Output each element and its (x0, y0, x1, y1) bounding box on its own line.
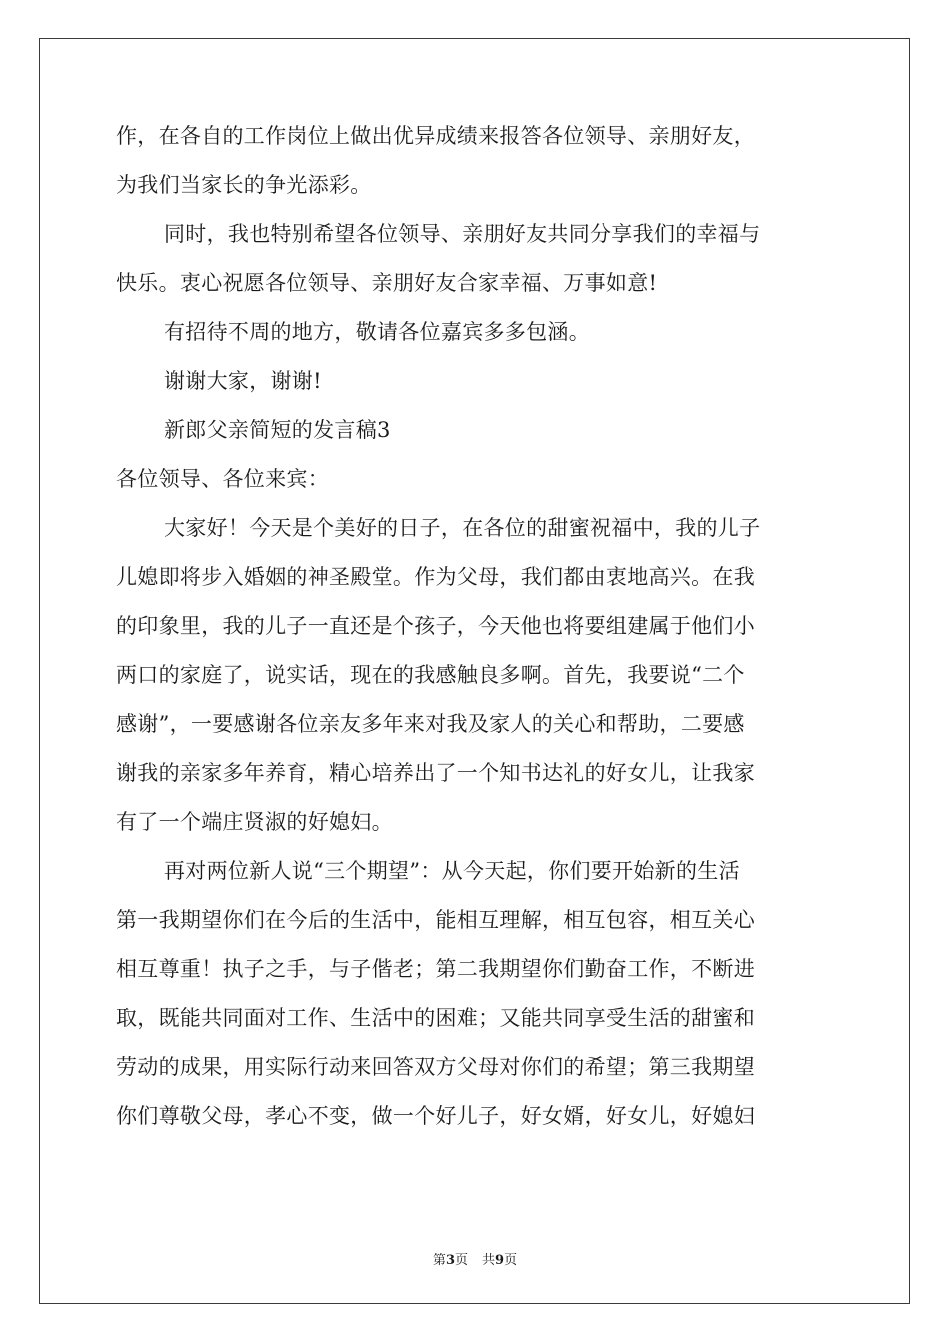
text-line: 快乐。衷心祝愿各位领导、亲朋好友合家幸福、万事如意! (116, 271, 658, 295)
text-line: 有了一个端庄贤淑的好媳妇。 (116, 810, 393, 834)
section-heading: 新郎父亲简短的发言稿3 (164, 418, 391, 442)
text-line: 第一我期望你们在今后的生活中，能相互理解，相互包容，相互关心 (116, 908, 755, 932)
text-line: 相互尊重！执子之手，与子偕老；第二我期望你们勤奋工作，不断进 (116, 957, 755, 981)
text-line: 儿媳即将步入婚姻的神圣殿堂。作为父母，我们都由衷地高兴。在我 (116, 565, 755, 589)
total-pages-suffix: 页 (504, 1253, 518, 1268)
text-line: 劳动的成果，用实际行动来回答双方父母对你们的希望；第三我期望 (116, 1055, 755, 1079)
current-page-number: 3 (445, 1253, 455, 1268)
text-line: 取，既能共同面对工作、生活中的困难；又能共同享受生活的甜蜜和 (116, 1006, 755, 1030)
text-line: 再对两位新人说“三个期望”：从今天起，你们要开始新的生活 (164, 859, 740, 883)
text-line: 两口的家庭了，说实话，现在的我感触良多啊。首先，我要说“二个 (116, 663, 745, 687)
total-pages-prefix: 共 (482, 1253, 496, 1268)
page-footer (0, 1249, 950, 1268)
text-line: 谢我的亲家多年养育，精心培养出了一个知书达礼的好女儿，让我家 (116, 761, 755, 785)
document-body (116, 124, 836, 1153)
text-line: 你们尊敬父母，孝心不变，做一个好儿子，好女婿，好女儿，好媳妇 (116, 1104, 755, 1128)
text-line: 作，在各自的工作岗位上做出优异成绩来报答各位领导、亲朋好友， (116, 124, 755, 148)
text-line: 有招待不周的地方，敬请各位嘉宾多多包涵。 (164, 320, 590, 344)
text-line: 同时，我也特别希望各位领导、亲朋好友共同分享我们的幸福与 (164, 222, 761, 246)
text-line: 为我们当家长的争光添彩。 (116, 173, 372, 197)
text-line: 感谢”，一要感谢各位亲友多年来对我及家人的关心和帮助，二要感 (116, 712, 745, 736)
text-line: 的印象里，我的儿子一直还是个孩子，今天他也将要组建属于他们小 (116, 614, 755, 638)
text-line: 大家好！今天是个美好的日子，在各位的甜蜜祝福中，我的儿子 (164, 516, 761, 540)
salutation: 各位领导、各位来宾： (116, 467, 329, 491)
page-number-prefix: 第 (432, 1253, 446, 1268)
text-line: 谢谢大家，谢谢! (164, 369, 322, 393)
page-number-suffix: 页 (454, 1253, 468, 1268)
total-page-count: 9 (495, 1253, 505, 1268)
